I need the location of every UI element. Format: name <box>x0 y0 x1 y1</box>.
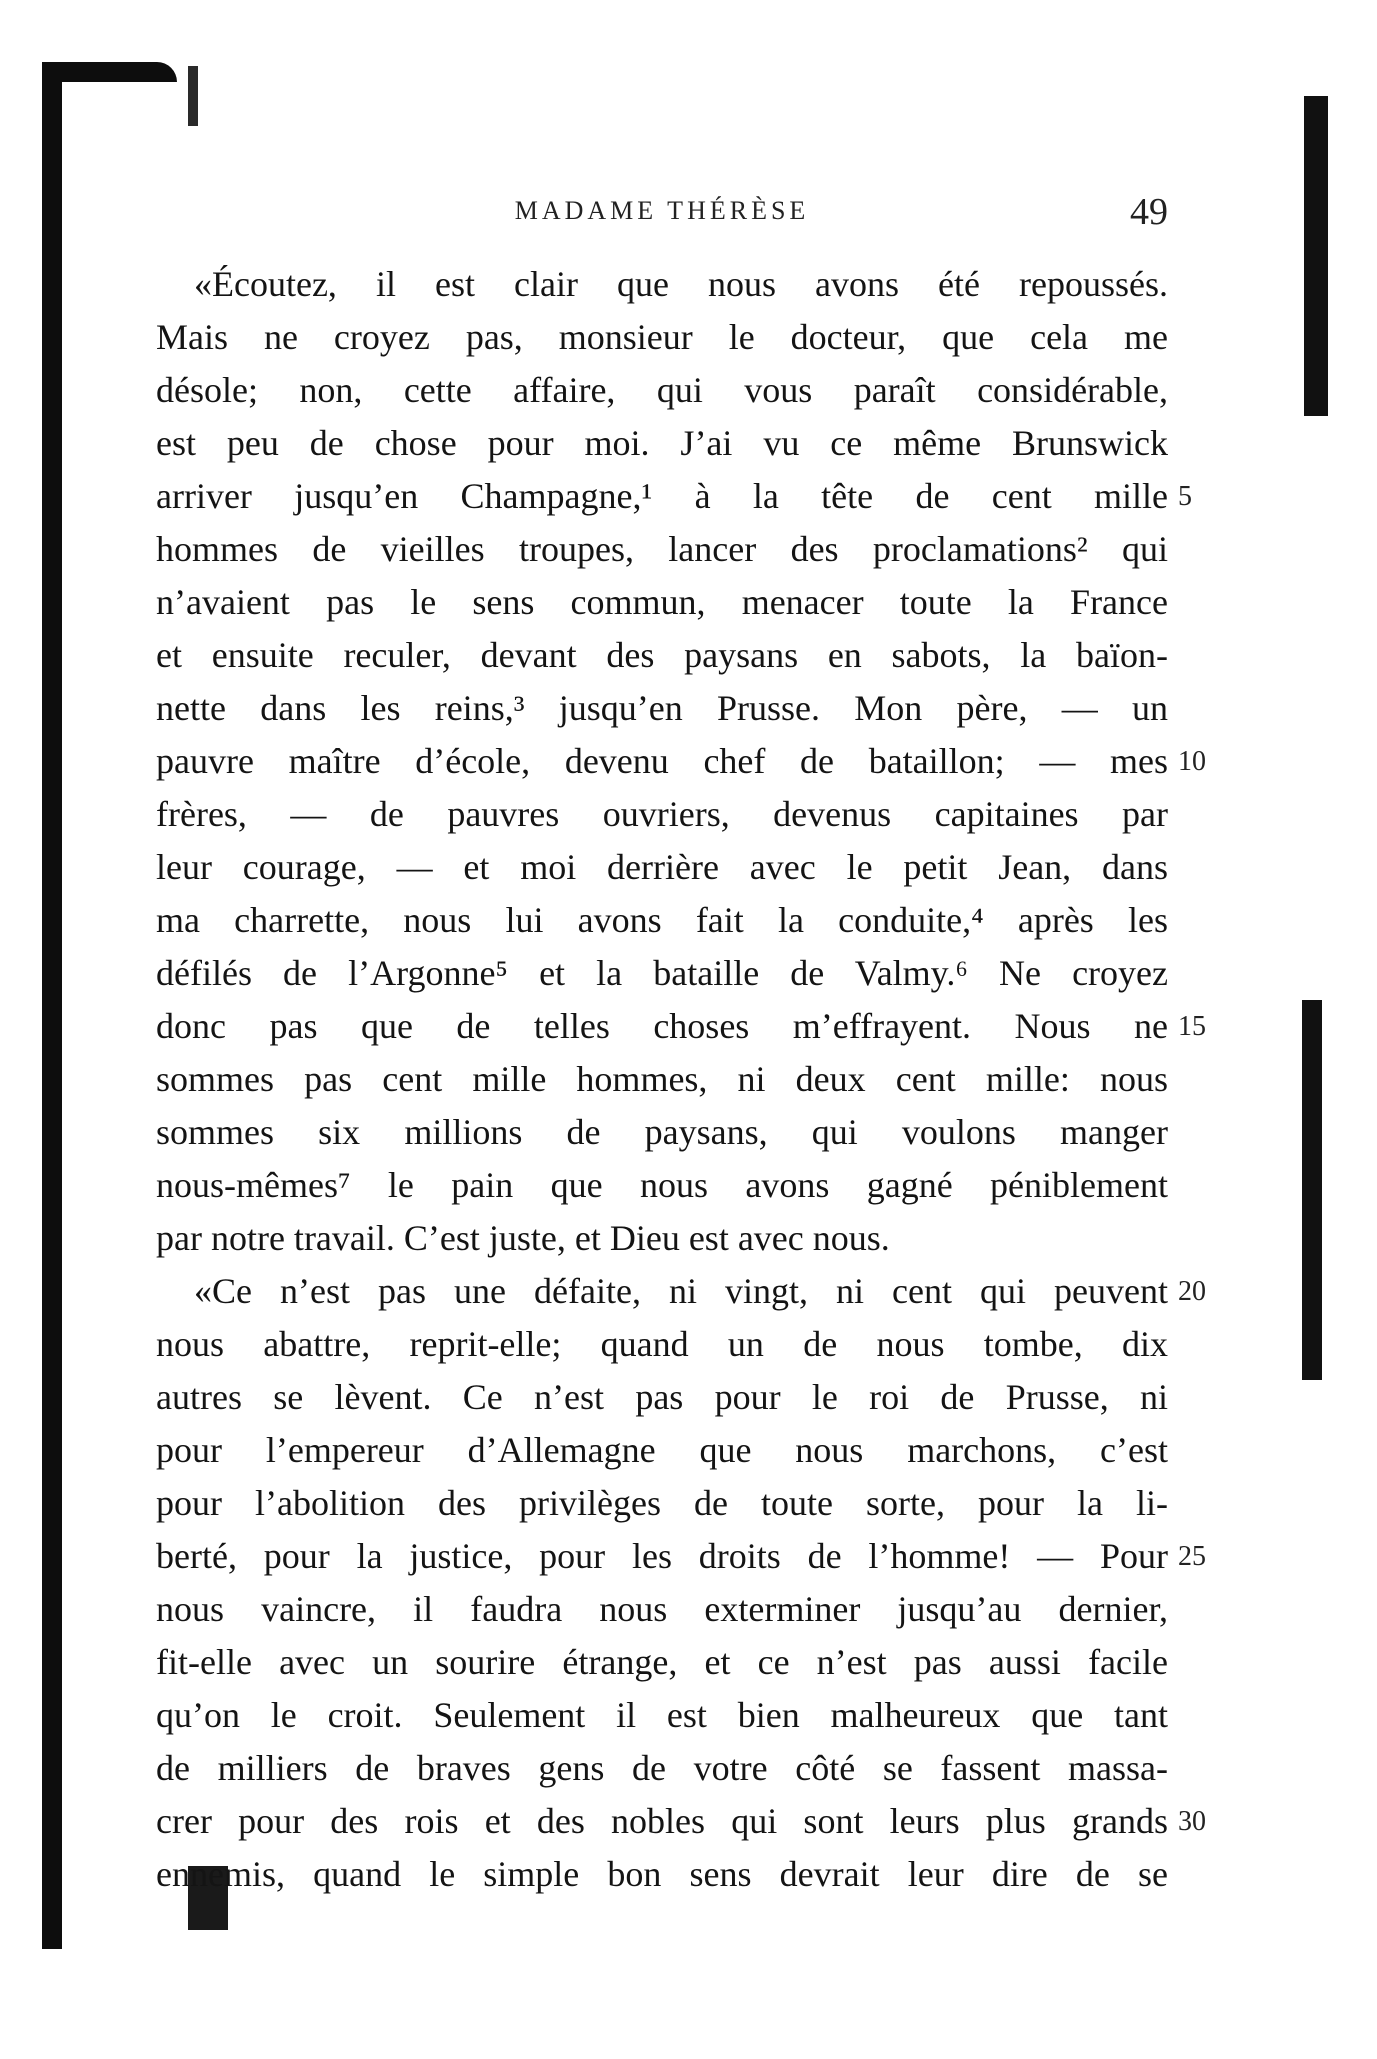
text-line: «Écoutez, il est clair que nous avons été repoussés. <box>194 264 1168 304</box>
scan-edge-left <box>42 62 62 1949</box>
text-line: désole; non, cette affaire, qui vous paraît considérable, <box>156 370 1168 410</box>
text-line: «Ce n’est pas une défaite, ni vingt, ni cent qui peuvent 20 <box>156 1265 1168 1318</box>
text-line: pour l’empereur d’Allemagne que nous marchons, c’est <box>156 1430 1168 1470</box>
text-line: nous abattre, reprit-elle; quand un de nous tombe, dix <box>156 1324 1168 1364</box>
text-line: hommes de vieilles troupes, lancer des proclamations² qui <box>156 529 1168 569</box>
page-number: 49 <box>1130 191 1168 233</box>
line-number: 10 <box>1178 746 1206 777</box>
text-line: défilés de l’Argonne⁵ et la bataille de Valmy.⁶ Ne croyez <box>156 953 1168 993</box>
text-line: pour l’abolition des privilèges de toute sorte, pour la li- <box>156 1483 1168 1523</box>
text-line: berté, pour la justice, pour les droits de l’homme! — Pour 25 <box>156 1530 1168 1583</box>
text-line: sommes six millions de paysans, qui voulons manger <box>156 1112 1168 1152</box>
text-line: autres se lèvent. Ce n’est pas pour le roi de Prusse, ni <box>156 1377 1168 1417</box>
text-line: nette dans les reins,³ jusqu’en Prusse. Mon père, — un <box>156 688 1168 728</box>
text-line: crer pour des rois et des nobles qui sont leurs plus grands 30 <box>156 1795 1168 1848</box>
page-header <box>156 190 1168 233</box>
text-line: frères, — de pauvres ouvriers, devenus capitaines par <box>156 794 1168 834</box>
line-number: 20 <box>1178 1276 1206 1307</box>
text-line: pauvre maître d’école, devenu chef de bataillon; — mes 10 <box>156 735 1168 788</box>
text-line: nous-mêmes⁷ le pain que nous avons gagné péniblement <box>156 1165 1168 1205</box>
line-number: 25 <box>1178 1541 1206 1572</box>
text-line: fit-elle avec un sourire étrange, et ce n’est pas aussi facile <box>156 1642 1168 1682</box>
line-number: 30 <box>1178 1806 1206 1837</box>
text-line: et ensuite reculer, devant des paysans en sabots, la baïon- <box>156 635 1168 675</box>
text-line: sommes pas cent mille hommes, ni deux cent mille: nous <box>156 1059 1168 1099</box>
body-text <box>156 258 1206 1901</box>
text-line: nous vaincre, il faudra nous exterminer jusqu’au dernier, <box>156 1589 1168 1629</box>
text-line: n’avaient pas le sens commun, menacer toute la France <box>156 582 1168 622</box>
text-line: de milliers de braves gens de votre côté se fassent massa- <box>156 1748 1168 1788</box>
text-line: leur courage, — et moi derrière avec le petit Jean, dans <box>156 847 1168 887</box>
text-line: par notre travail. C’est juste, et Dieu est avec nous. <box>156 1218 890 1258</box>
line-number: 5 <box>1178 481 1192 512</box>
text-line: arriver jusqu’en Champagne,¹ à la tête de cent mille 5 <box>156 470 1168 523</box>
text-line: qu’on le croit. Seulement il est bien malheureux que tant <box>156 1695 1168 1735</box>
line-number: 15 <box>1178 1011 1206 1042</box>
text-line: donc pas que de telles choses m’effrayent. Nous ne 15 <box>156 1000 1168 1053</box>
scan-edge-right-middle <box>1302 1000 1322 1380</box>
scan-edge-right-top <box>1304 96 1328 416</box>
text-line: ma charrette, nous lui avons fait la conduite,⁴ après les <box>156 900 1168 940</box>
text-line: ennemis, quand le simple bon sens devrait leur dire de se <box>156 1854 1168 1894</box>
scan-edge-corner <box>62 62 177 82</box>
text-line: est peu de chose pour moi. J’ai vu ce même Brunswick <box>156 423 1168 463</box>
scan-mark-top <box>188 66 198 126</box>
running-title: MADAME THÉRÈSE <box>514 196 810 225</box>
text-line: Mais ne croyez pas, monsieur le docteur, que cela me <box>156 317 1168 357</box>
